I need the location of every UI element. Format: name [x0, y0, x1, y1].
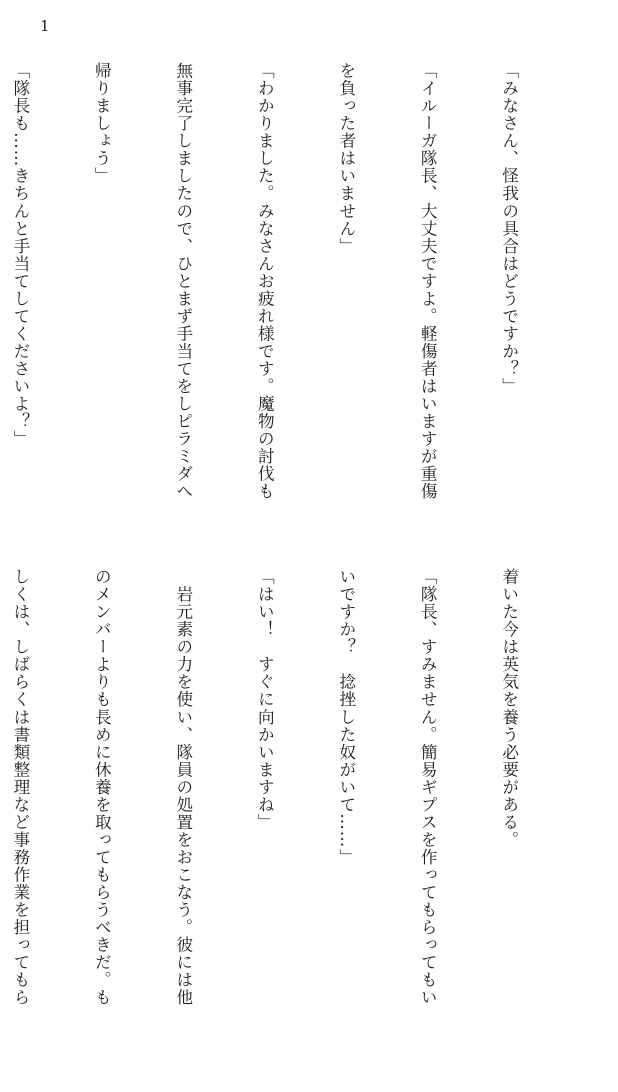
text-line: 「わかりました。みなさんお疲れ様です。魔物の討伐も: [255, 62, 275, 500]
text-line: 着いた今は英気を養う必要がある。: [499, 568, 519, 849]
lower-text-block: [10, 568, 577, 1030]
text-line: 無事完了しましたので、ひとまず手当てをしピラミダへ: [173, 62, 193, 500]
text-line: 「隊長、すみません。簡易ギプスを作ってもらってもい: [418, 568, 438, 1006]
text-line: 岩元素の力を使い、隊員の処置をおこなう。彼には他: [173, 568, 193, 1006]
text-line: 「はい！ すぐに向かいますね」: [255, 568, 275, 831]
upper-text-block: [10, 62, 577, 524]
text-line: 帰りましょう」: [92, 62, 112, 185]
text-line: を負った者はいません」: [336, 62, 356, 255]
text-line: 「みなさん、怪我の具合はどうですか？」: [499, 62, 519, 395]
text-line: 「隊長も……きちんと手当てしてくださいよ？」: [10, 62, 30, 448]
page-number: 1: [40, 17, 50, 35]
text-line: 「イルーガ隊長、大丈夫ですよ。軽傷者はいますが重傷: [418, 62, 438, 500]
text-line: のメンバーよりも長めに休養を取ってもらうべきだ。も: [92, 568, 112, 1006]
text-line: いですか？ 捻挫した奴がいて……」: [336, 568, 356, 866]
text-line: しくは、しばらくは書類整理など事務作業を担ってもら: [10, 568, 30, 1006]
